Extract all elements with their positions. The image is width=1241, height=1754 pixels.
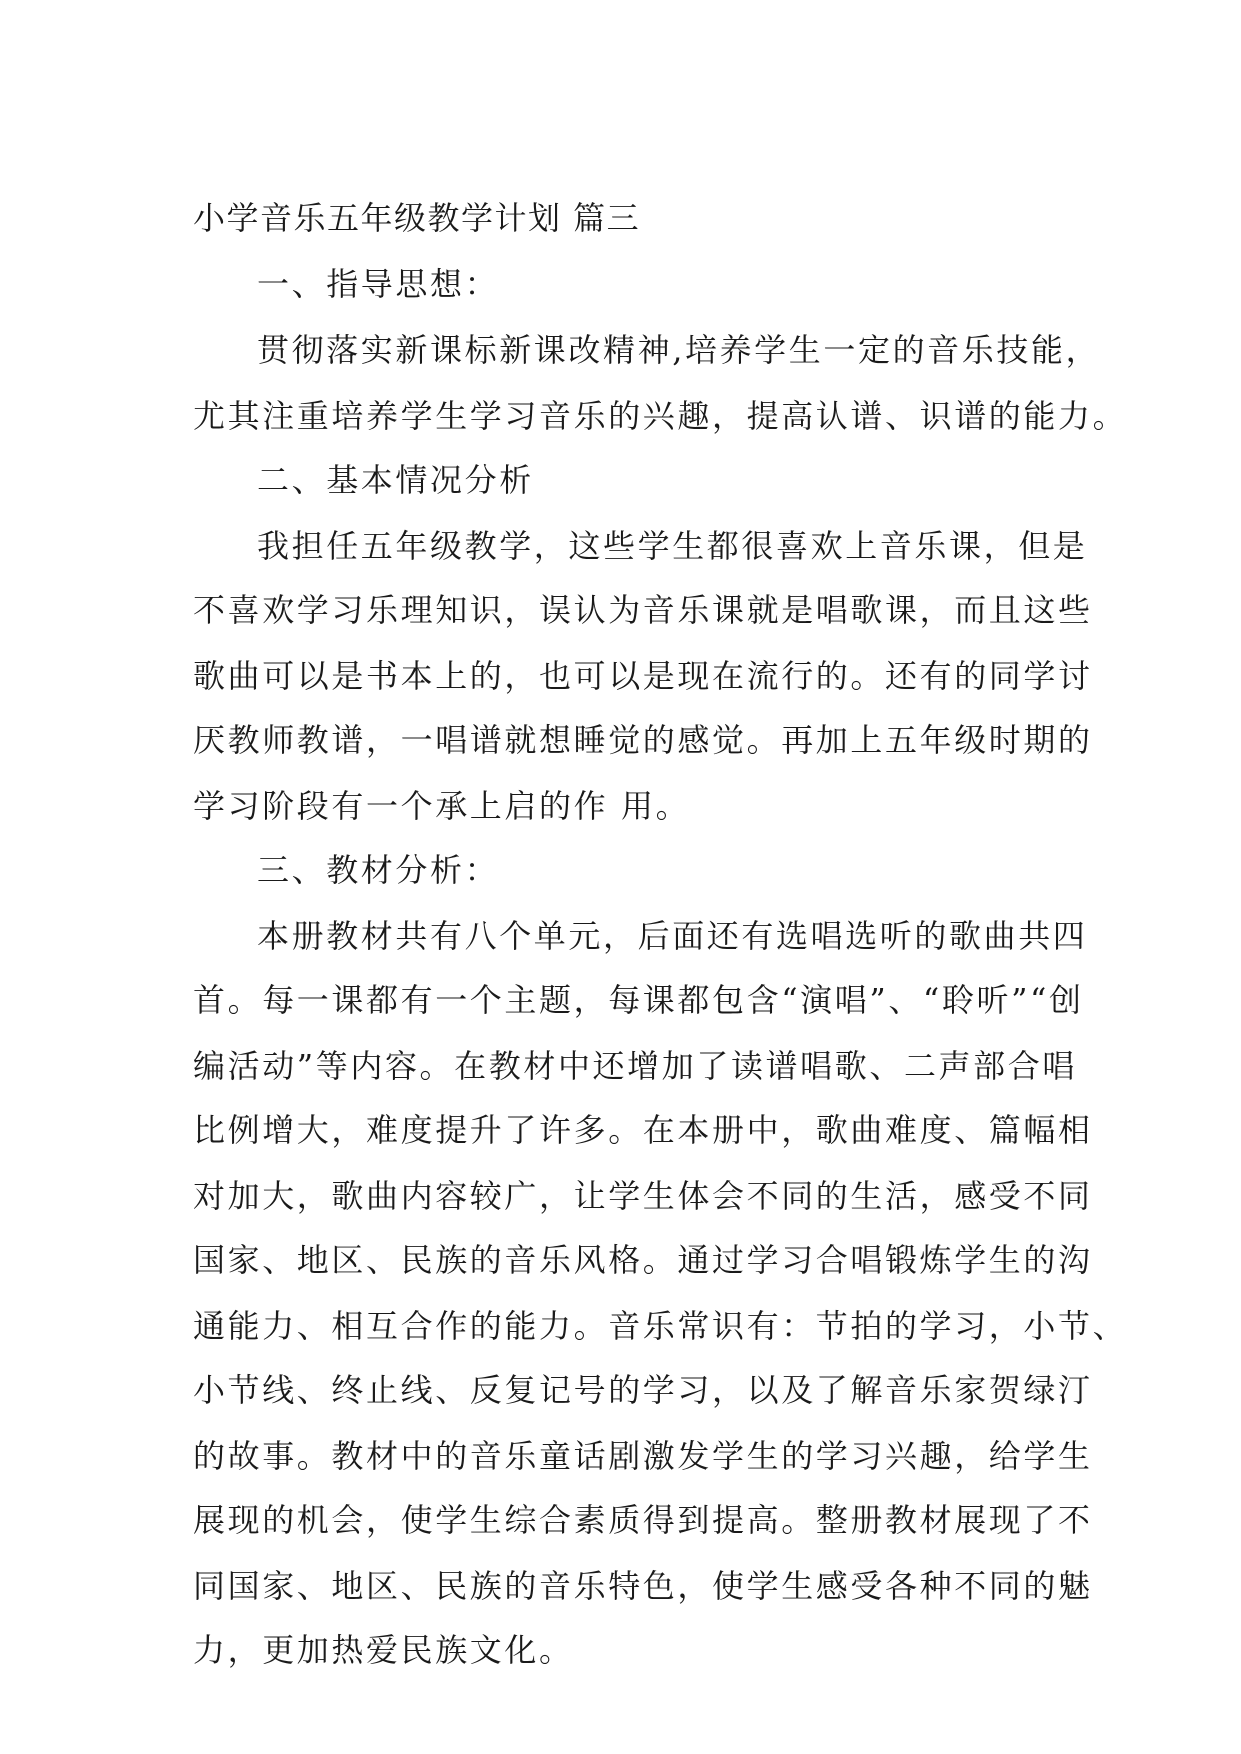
paragraph-line: 厌教师教谱，一唱谱就想睡觉的感觉。再加上五年级时期的 xyxy=(193,721,1093,759)
paragraph-line: 通能力、相互合作的能力。音乐常识有：节拍的学习，小节、 xyxy=(193,1307,1128,1345)
paragraph-line: 我担任五年级教学，这些学生都很喜欢上音乐课，但是 xyxy=(257,527,1088,565)
paragraph-line: 本册教材共有八个单元，后面还有选唱选听的歌曲共四 xyxy=(257,917,1088,955)
section-heading-situation-analysis: 二、基本情况分析 xyxy=(257,461,534,499)
paragraph-line: 展现的机会，使学生综合素质得到提高。整册教材展现了不 xyxy=(193,1501,1093,1539)
paragraph-line: 小节线、终止线、反复记号的学习，以及了解音乐家贺绿汀 xyxy=(193,1371,1093,1409)
paragraph-line: 对加大，歌曲内容较广，让学生体会不同的生活，感受不同 xyxy=(193,1177,1093,1215)
paragraph-line: 歌曲可以是书本上的，也可以是现在流行的。还有的同学讨 xyxy=(193,657,1093,695)
paragraph-line: 编活动”等内容。在教材中还增加了读谱唱歌、二声部合唱 xyxy=(193,1047,1077,1085)
paragraph-line: 学习阶段有一个承上启的作 用。 xyxy=(193,787,691,825)
section-heading-textbook-analysis: 三、教材分析： xyxy=(257,851,500,889)
paragraph-line: 的故事。教材中的音乐童话剧激发学生的学习兴趣，给学生 xyxy=(193,1437,1093,1475)
section-heading-guiding-ideology: 一、指导思想： xyxy=(257,265,500,303)
paragraph-line: 同国家、地区、民族的音乐特色，使学生感受各种不同的魅 xyxy=(193,1567,1093,1605)
paragraph-line: 尤其注重培养学生学习音乐的兴趣，提高认谱、识谱的能力。 xyxy=(193,397,1128,435)
paragraph-line: 首。每一课都有一个主题，每课都包含“演唱”、“聆听”“创 xyxy=(193,981,1084,1019)
paragraph-line: 比例增大，难度提升了许多。在本册中，歌曲难度、篇幅相 xyxy=(193,1111,1093,1149)
paragraph-line: 不喜欢学习乐理知识，误认为音乐课就是唱歌课，而且这些 xyxy=(193,591,1093,629)
paragraph-line: 力，更加热爱民族文化。 xyxy=(193,1631,574,1669)
paragraph-line: 贯彻落实新课标新课改精神,培养学生一定的音乐技能， xyxy=(257,331,1101,369)
document-title: 小学音乐五年级教学计划 篇三 xyxy=(193,199,641,237)
paragraph-line: 国家、地区、民族的音乐风格。通过学习合唱锻炼学生的沟 xyxy=(193,1241,1093,1279)
